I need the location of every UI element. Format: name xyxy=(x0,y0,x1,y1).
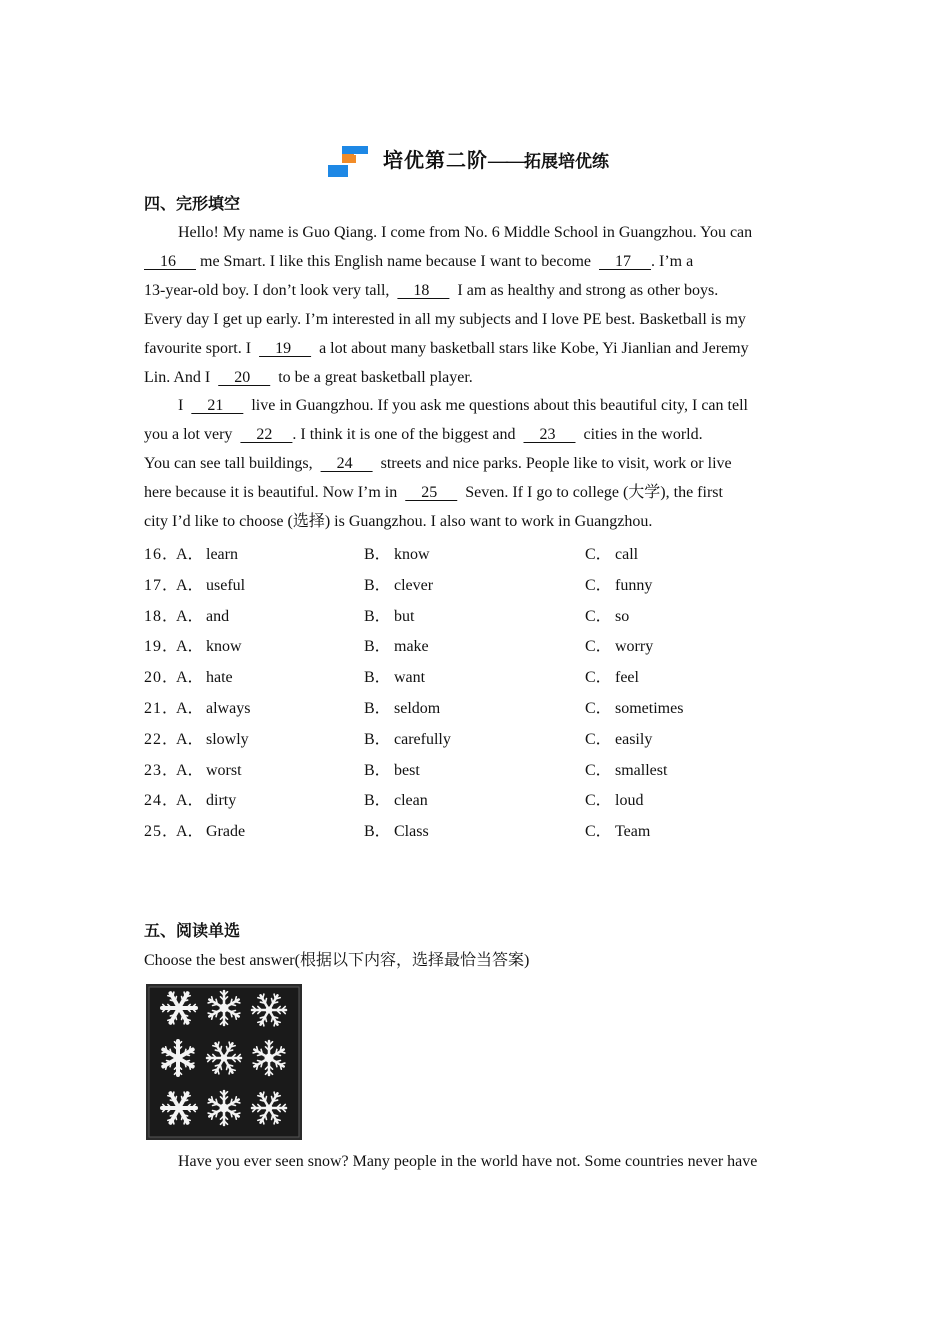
question-number: 17． xyxy=(144,576,180,594)
option-b xyxy=(364,790,428,812)
passage-line xyxy=(144,482,814,511)
option-letter: B． xyxy=(364,669,391,687)
passage-text: you a lot very xyxy=(144,426,241,443)
option-letter: A． xyxy=(176,607,204,625)
section-heading-reading: 五、阅读单选 xyxy=(144,923,241,940)
title-dash: —— xyxy=(488,150,524,172)
blank-number: 21 xyxy=(191,397,244,414)
option-c xyxy=(585,698,683,720)
blank-number: 16 xyxy=(144,253,196,270)
option-c xyxy=(585,667,639,689)
title-main: 培优第二阶 xyxy=(383,150,488,172)
blank-number: 19 xyxy=(259,340,312,357)
option-letter: C． xyxy=(585,730,612,748)
option-letter: B． xyxy=(364,823,391,841)
passage-text: cities in the world. xyxy=(575,426,703,443)
option-text: loud xyxy=(615,792,644,810)
option-text: worst xyxy=(206,761,242,779)
option-text: clever xyxy=(394,576,434,594)
option-letter: A． xyxy=(176,823,204,841)
option-row xyxy=(144,575,804,606)
blank-number: 18 xyxy=(397,282,450,299)
option-b xyxy=(364,636,429,658)
passage-line xyxy=(144,222,814,251)
option-a xyxy=(176,760,242,782)
option-b xyxy=(364,760,420,782)
option-text: slowly xyxy=(206,730,249,748)
option-c xyxy=(585,575,652,597)
option-letter: A． xyxy=(176,730,204,748)
option-a xyxy=(176,606,229,628)
option-b xyxy=(364,575,433,597)
option-row xyxy=(144,729,804,760)
option-text: best xyxy=(394,761,420,779)
option-text: easily xyxy=(615,730,653,748)
blank-number: 24 xyxy=(320,455,373,472)
option-b xyxy=(364,544,430,566)
option-a xyxy=(176,698,250,720)
option-row xyxy=(144,698,804,729)
passage-text: Lin. And I xyxy=(144,369,219,386)
option-letter: B． xyxy=(364,638,391,656)
passage-text: me Smart. I like this English name because I want to become xyxy=(196,253,599,270)
passage-text: city I’d like to choose (选择) is Guangzhou. I also want to work in Guangzhou. xyxy=(144,513,653,530)
option-text: hate xyxy=(206,669,233,687)
passage-text: favourite sport. I xyxy=(144,340,260,357)
option-letter: B． xyxy=(364,607,391,625)
option-letter: C． xyxy=(585,699,612,717)
passage-text: live in Guangzhou. If you ask me questions about this beautiful city, I can tell xyxy=(243,397,748,414)
question-number: 24． xyxy=(144,792,180,810)
option-c xyxy=(585,760,667,782)
option-text: want xyxy=(394,669,426,687)
option-letter: C． xyxy=(585,761,612,779)
option-a xyxy=(176,575,245,597)
blank-number: 20 xyxy=(218,369,271,386)
option-a xyxy=(176,729,249,751)
option-letter: C． xyxy=(585,669,612,687)
passage-line xyxy=(144,424,814,453)
passage-text: . I think it is one of the biggest and xyxy=(292,426,524,443)
option-letter: C． xyxy=(585,823,612,841)
option-text: useful xyxy=(206,576,246,594)
option-row xyxy=(144,821,804,852)
question-number: 23． xyxy=(144,761,180,779)
page-title xyxy=(0,146,950,177)
option-letter: C． xyxy=(585,546,612,563)
passage-text: You can see tall buildings, xyxy=(144,455,321,472)
passage-line xyxy=(144,453,814,482)
question-number: 19． xyxy=(144,638,180,656)
option-row xyxy=(144,606,804,637)
blank-number: 23 xyxy=(523,426,576,443)
passage-line xyxy=(144,309,814,338)
option-a xyxy=(176,544,238,566)
question-number: 21． xyxy=(144,699,180,717)
option-b xyxy=(364,606,414,628)
question-number: 16． xyxy=(144,546,180,563)
blank-number: 17 xyxy=(599,253,651,270)
option-text: seldom xyxy=(394,699,441,717)
option-b xyxy=(364,821,429,843)
passage-text: 13-year-old boy. I don’t look very tall, xyxy=(144,282,398,299)
option-text: make xyxy=(394,638,429,656)
option-letter: A． xyxy=(176,576,204,594)
option-text: worry xyxy=(615,638,654,656)
passage-text: a lot about many basketball stars like Kobe, Yi Jianlian and Jeremy xyxy=(311,340,749,357)
passage-text: to be a great basketball player. xyxy=(270,369,473,386)
option-row xyxy=(144,544,804,575)
section-heading-cloze: 四、完形填空 xyxy=(144,196,241,213)
option-letter: B． xyxy=(364,576,391,594)
blank-number: 22 xyxy=(240,426,293,443)
cloze-paragraph-2 xyxy=(144,395,814,540)
passage-line xyxy=(144,395,814,424)
option-letter: C． xyxy=(585,607,612,625)
option-text: know xyxy=(206,638,242,656)
option-text: Team xyxy=(615,823,651,841)
question-number: 25． xyxy=(144,823,180,841)
passage-text: I xyxy=(178,397,192,414)
option-letter: A． xyxy=(176,792,204,810)
option-letter: A． xyxy=(176,699,204,717)
passage-text: . I’m a xyxy=(651,253,694,270)
question-number: 20． xyxy=(144,669,180,687)
option-text: always xyxy=(206,699,251,717)
passage-text: Hello! My name is Guo Qiang. I come from No. 6 Middle School in Guangzhou. You can xyxy=(178,224,753,241)
option-letter: A． xyxy=(176,669,204,687)
option-c xyxy=(585,636,653,658)
option-a xyxy=(176,821,245,843)
option-letter: B． xyxy=(364,792,391,810)
option-text: carefully xyxy=(394,730,451,748)
option-a xyxy=(176,636,242,658)
option-text: know xyxy=(394,546,430,563)
cloze-paragraph-1 xyxy=(144,222,814,396)
passage-line xyxy=(144,338,814,367)
option-c xyxy=(585,544,638,566)
passage-text: Every day I get up early. I’m interested in all my subjects and I love PE best. Basketball is my xyxy=(144,311,746,328)
option-letter: B． xyxy=(364,761,391,779)
option-text: but xyxy=(394,607,415,625)
option-letter: C． xyxy=(585,576,612,594)
passage-text: Seven. If I go to college (大学), the first xyxy=(457,484,723,501)
snowflakes-image xyxy=(146,984,302,1140)
reading-instruction: Choose the best answer(根据以下内容，选择最恰当答案) xyxy=(144,952,530,969)
option-text: sometimes xyxy=(615,699,684,717)
option-text: call xyxy=(615,546,639,563)
title-tail: 拓展培优练 xyxy=(524,152,609,171)
passage-text: I am as healthy and strong as other boys. xyxy=(449,282,719,299)
passage-line xyxy=(144,367,814,396)
option-letter: C． xyxy=(585,638,612,656)
answer-options-list xyxy=(144,544,804,852)
option-letter: A． xyxy=(176,638,204,656)
option-row xyxy=(144,790,804,821)
option-b xyxy=(364,729,451,751)
blank-number: 25 xyxy=(405,484,458,501)
option-text: Grade xyxy=(206,823,246,841)
question-number: 18． xyxy=(144,607,180,625)
passage-line xyxy=(144,251,814,280)
option-a xyxy=(176,667,233,689)
option-c xyxy=(585,790,643,812)
option-row xyxy=(144,667,804,698)
option-text: learn xyxy=(206,546,238,563)
option-text: and xyxy=(206,607,230,625)
option-letter: A． xyxy=(176,546,204,563)
passage-text: here because it is beautiful. Now I’m in xyxy=(144,484,406,501)
option-row xyxy=(144,636,804,667)
option-text: funny xyxy=(615,576,653,594)
option-text: clean xyxy=(394,792,428,810)
option-a xyxy=(176,790,236,812)
reading-passage-line: Have you ever seen snow? Many people in the world have not. Some countries never have xyxy=(178,1153,758,1170)
passage-text: streets and nice parks. People like to visit, work or live xyxy=(372,455,732,472)
option-row xyxy=(144,760,804,791)
question-number: 22． xyxy=(144,730,180,748)
passage-line xyxy=(144,280,814,309)
option-c xyxy=(585,729,652,751)
option-text: smallest xyxy=(615,761,668,779)
option-letter: B． xyxy=(364,730,391,748)
passage-line xyxy=(144,511,814,540)
option-letter: B． xyxy=(364,699,391,717)
option-letter: B． xyxy=(364,546,391,563)
option-letter: A． xyxy=(176,761,204,779)
option-c xyxy=(585,606,629,628)
option-letter: C． xyxy=(585,792,612,810)
option-text: feel xyxy=(615,669,639,687)
option-b xyxy=(364,698,440,720)
option-b xyxy=(364,667,425,689)
option-text: dirty xyxy=(206,792,237,810)
option-text: so xyxy=(615,607,630,625)
option-c xyxy=(585,821,650,843)
option-text: Class xyxy=(394,823,429,841)
